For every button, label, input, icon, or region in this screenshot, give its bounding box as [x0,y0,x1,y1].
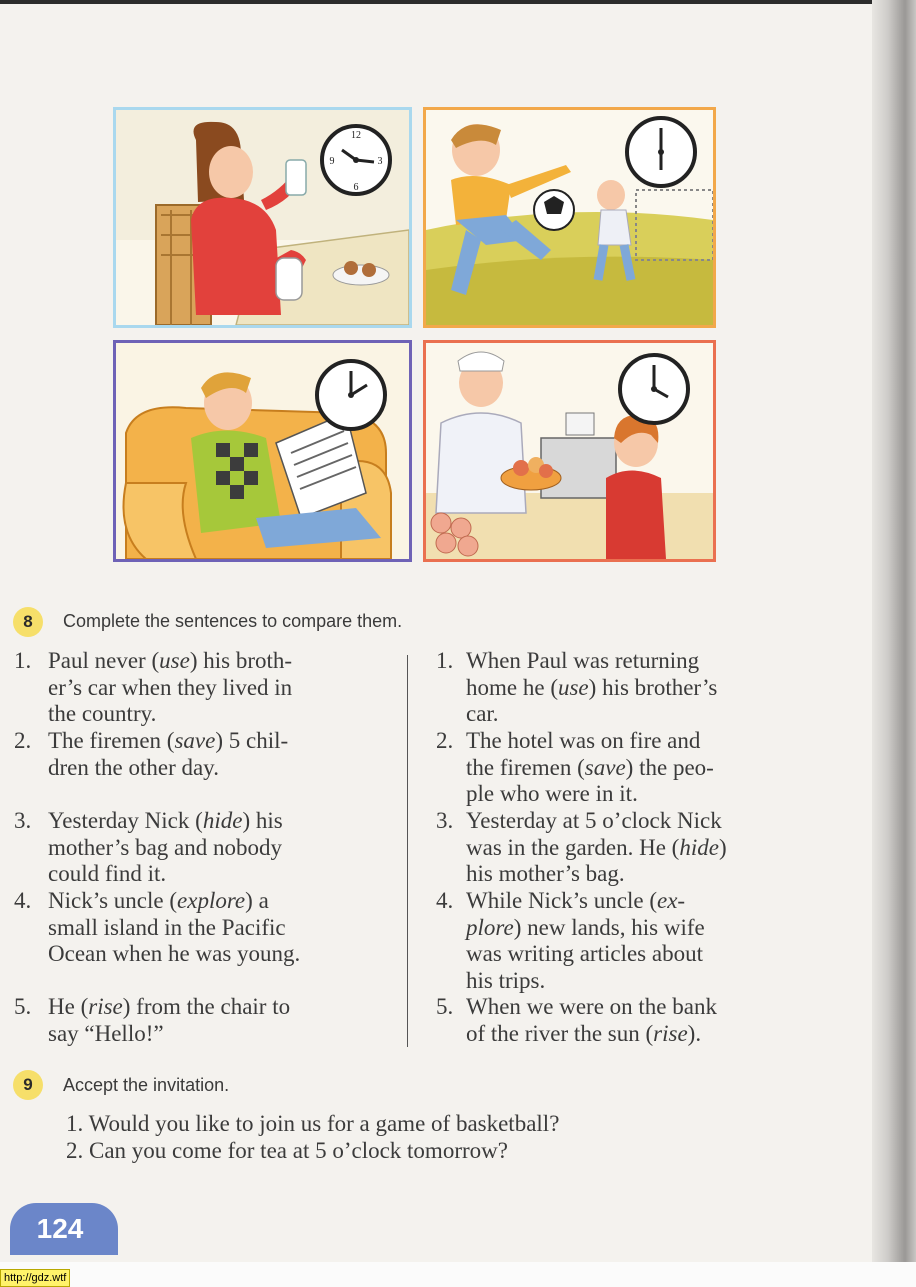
clock-number-12: 12 [351,130,361,141]
page-number-tab: 124 [10,1203,118,1255]
bottom-strip [0,1262,916,1287]
right-item-3-line-3: his mother’s bag. [466,861,625,886]
right-item-5-line-1: When we were on the bank [466,994,717,1019]
right-item-4-line-2: plore) new lands, his wife [466,914,705,940]
exercise-8-instruction: Complete the sentences to compare them. [63,611,403,631]
left-item-4-line-2: small island in the Pacific [48,914,286,940]
exercise-9-question-1: 1. Would you like to join us for a game of basketball? [66,1111,560,1136]
right-item-4-number: 4. [436,888,454,913]
right-item-2-line-2: the firemen (save) the peo- [466,754,714,780]
illustration-boy-in-shop-art [426,343,713,559]
right-item-2-line-1: The hotel was on fire and [466,728,701,753]
left-item-1-number: 1. [14,648,32,673]
left-item-1-line-2: er’s car when they lived in [48,674,293,700]
book-spine-shadow [872,0,916,1287]
exercise-9-instruction: Accept the invitation. [63,1075,230,1095]
illustration-boy-reading-newspaper [113,340,412,562]
exercise-8-badge: 8 [13,607,43,637]
left-item-4-line-1: Nick’s uncle (explore) a [48,888,269,913]
exercise-9-badge: 9 [13,1070,43,1100]
illustration-boy-playing-football-art [426,110,713,325]
right-item-5-number: 5. [436,994,454,1019]
right-item-2-line-3: ple who were in it. [466,781,638,806]
left-item-2-line-2: dren the other day. [48,754,219,780]
left-item-1-line-3: the country. [48,701,157,726]
left-item-3-number: 3. [14,808,32,833]
left-item-2-number: 2. [14,728,32,753]
watermark-link[interactable]: http://gdz.wtf [0,1269,70,1287]
left-item-5-line-1: He (rise) from the chair to [48,994,291,1019]
right-item-4-line-3: was writing articles about [466,941,703,966]
exercise-9-question-2: 2. Can you come for tea at 5 o’clock tomorrow? [66,1138,508,1163]
left-item-1-line-1: Paul never (use) his broth- [48,648,293,673]
left-item-5-number: 5. [14,994,32,1019]
column-divider [407,655,408,1047]
right-item-4-line-4: his trips. [466,967,546,993]
left-item-4-number: 4. [14,888,32,913]
left-item-3-line-3: could find it. [48,861,167,886]
right-item-1-line-1: When Paul was returning [466,648,700,673]
right-item-4-line-1: While Nick’s uncle (ex- [466,888,686,913]
left-item-3-line-2: mother’s bag and nobody [48,834,283,860]
left-item-5-line-2: say “Hello!” [48,1020,164,1046]
right-item-3-line-2: was in the garden. He (hide) [466,834,727,860]
illustration-boy-in-shop [423,340,716,562]
illustration-boy-playing-football [423,107,716,328]
right-item-2-number: 2. [436,728,454,753]
right-item-5-line-2: of the river the sun (rise). [466,1020,702,1046]
illustration-boy-reading-newspaper-art [116,343,409,559]
left-item-2-line-1: The firemen (save) 5 chil- [48,728,289,753]
clock-number-9: 9 [329,156,335,167]
clock-number-6: 6 [353,182,359,193]
clock-number-3: 3 [377,156,383,167]
right-item-1-line-3: car. [466,701,499,726]
left-item-4-line-3: Ocean when he was young. [48,941,301,966]
right-item-3-line-1: Yesterday at 5 o’clock Nick [466,808,722,833]
right-item-1-line-2: home he (use) his brother’s [466,674,718,700]
right-item-3-number: 3. [436,808,454,833]
illustration-girl-drinking-milk [113,107,412,328]
right-item-1-number: 1. [436,648,454,673]
illustration-girl-drinking-milk-art [116,110,409,325]
left-item-3-line-1: Yesterday Nick (hide) his [48,808,283,833]
